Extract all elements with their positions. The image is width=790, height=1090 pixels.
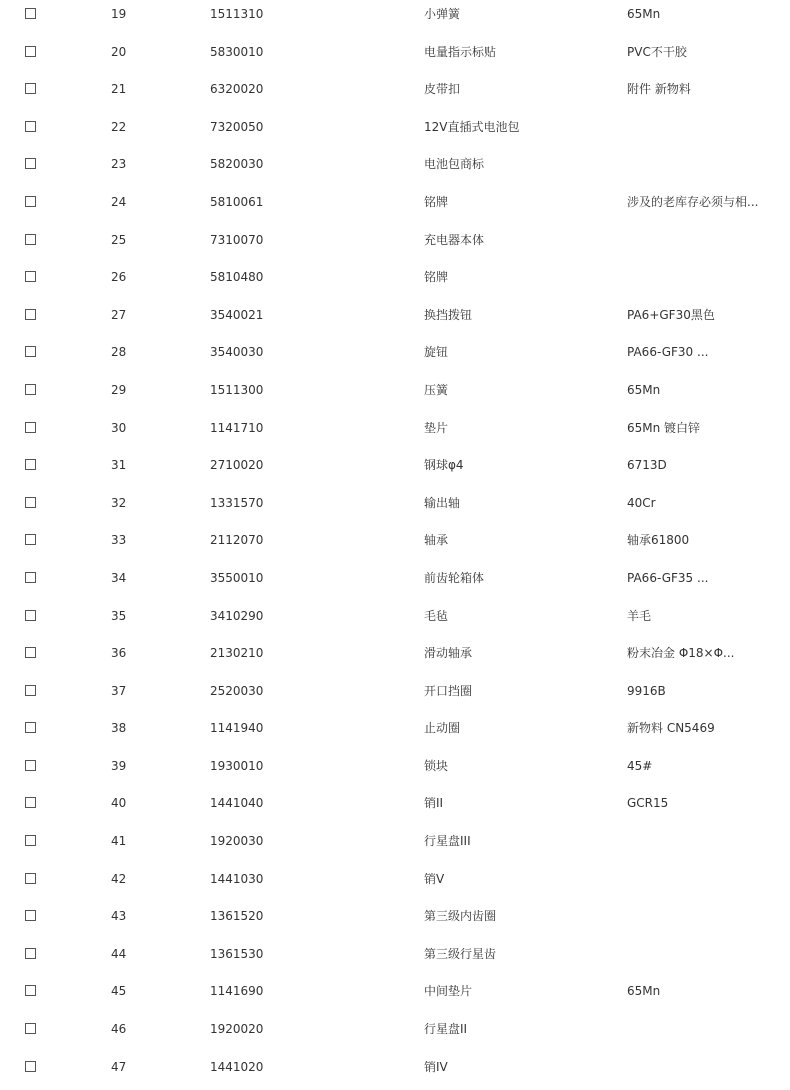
part-spec <box>627 865 777 903</box>
part-code: 7310070 <box>210 232 264 247</box>
row-checkbox[interactable] <box>25 309 36 320</box>
row-index: 41 <box>111 834 127 849</box>
part-name: 销II <box>424 796 444 811</box>
part-name: 12V直插式电池包 <box>424 119 520 134</box>
row-index: 23 <box>111 157 127 172</box>
row-index: 29 <box>111 382 127 397</box>
row-index: 30 <box>111 420 127 435</box>
row-index: 45 <box>111 984 127 999</box>
row-checkbox[interactable] <box>25 1023 36 1034</box>
part-name: 销V <box>424 871 445 886</box>
table-row[interactable] <box>0 752 790 790</box>
row-index: 39 <box>111 758 127 773</box>
part-code: 3410290 <box>210 608 264 623</box>
part-code: 5830010 <box>210 44 264 59</box>
part-code: 1361530 <box>210 946 264 961</box>
part-name: 毛毡 <box>424 608 449 623</box>
table-row[interactable] <box>0 526 790 564</box>
table-row[interactable] <box>0 113 790 151</box>
part-name: 换挡拨钮 <box>424 307 473 322</box>
part-code: 1141940 <box>210 721 264 736</box>
part-spec <box>627 1015 777 1053</box>
row-index: 21 <box>111 82 127 97</box>
part-spec: 附件 新物料 <box>627 82 691 97</box>
row-checkbox[interactable] <box>25 610 36 621</box>
part-name: 中间垫片 <box>424 984 473 999</box>
part-code: 2112070 <box>210 533 264 548</box>
part-code: 2520030 <box>210 683 264 698</box>
row-checkbox[interactable] <box>25 459 36 470</box>
part-code: 1511300 <box>210 382 264 397</box>
row-checkbox[interactable] <box>25 1061 36 1072</box>
table-row[interactable] <box>0 639 790 677</box>
part-name: 行星盘II <box>424 1022 468 1037</box>
row-index: 27 <box>111 307 127 322</box>
part-spec <box>627 263 777 301</box>
row-index: 47 <box>111 1059 127 1074</box>
table-row[interactable] <box>0 714 790 752</box>
row-index: 25 <box>111 232 127 247</box>
table-row[interactable] <box>0 414 790 452</box>
part-name: 第三级内齿圈 <box>424 909 497 924</box>
part-spec: PA6+GF30黑色 <box>627 307 715 322</box>
part-name: 旋钮 <box>424 345 449 360</box>
part-code: 1920020 <box>210 1022 264 1037</box>
table-row[interactable] <box>0 789 790 827</box>
part-spec: 粉末冶金 Φ18×Φ... <box>627 646 735 661</box>
part-spec: 9916B <box>627 683 666 698</box>
part-name: 前齿轮箱体 <box>424 570 485 585</box>
part-name: 压簧 <box>424 382 449 397</box>
table-row[interactable] <box>0 827 790 865</box>
part-spec: 涉及的老库存必须与相... <box>627 194 759 209</box>
part-code: 3550010 <box>210 570 264 585</box>
part-code: 5810061 <box>210 194 264 209</box>
part-spec: PVC不干胶 <box>627 44 687 59</box>
part-spec: 65Mn <box>627 7 661 21</box>
part-spec <box>627 150 777 188</box>
table-row[interactable] <box>0 451 790 489</box>
table-row[interactable] <box>0 677 790 715</box>
part-code: 1331570 <box>210 495 264 510</box>
row-index: 22 <box>111 119 127 134</box>
row-index: 46 <box>111 1022 127 1037</box>
table-row[interactable] <box>0 940 790 978</box>
part-code: 6320020 <box>210 82 264 97</box>
table-row[interactable] <box>0 489 790 527</box>
row-index: 40 <box>111 796 127 811</box>
row-checkbox[interactable] <box>25 158 36 169</box>
row-checkbox[interactable] <box>25 121 36 132</box>
row-checkbox[interactable] <box>25 873 36 884</box>
row-index: 33 <box>111 533 127 548</box>
table-row[interactable] <box>0 865 790 903</box>
part-name: 第三级行星齿 <box>424 946 497 961</box>
row-checkbox[interactable] <box>25 346 36 357</box>
part-spec <box>627 226 777 264</box>
part-name: 电池包商标 <box>424 157 485 172</box>
row-index: 44 <box>111 946 127 961</box>
table-row[interactable] <box>0 1053 790 1090</box>
table-row[interactable] <box>0 301 790 339</box>
part-code: 1141710 <box>210 420 264 435</box>
table-row[interactable] <box>0 188 790 226</box>
part-spec <box>627 827 777 865</box>
row-checkbox[interactable] <box>25 271 36 282</box>
row-index: 43 <box>111 909 127 924</box>
part-name: 钢球φ4 <box>424 458 464 473</box>
table-row[interactable] <box>0 376 790 414</box>
part-code: 3540021 <box>210 307 264 322</box>
row-checkbox[interactable] <box>25 196 36 207</box>
row-checkbox[interactable] <box>25 685 36 696</box>
part-name: 电量指示标贴 <box>424 44 497 59</box>
part-name: 铭牌 <box>424 270 449 285</box>
part-spec: 6713D <box>627 458 667 473</box>
part-code: 2710020 <box>210 458 264 473</box>
part-code: 1441040 <box>210 796 264 811</box>
part-spec <box>627 940 777 978</box>
row-index: 19 <box>111 7 127 21</box>
row-index: 42 <box>111 871 127 886</box>
part-name: 充电器本体 <box>424 232 485 247</box>
row-checkbox[interactable] <box>25 985 36 996</box>
row-checkbox[interactable] <box>25 497 36 508</box>
row-index: 34 <box>111 570 127 585</box>
part-code: 1511310 <box>210 7 264 21</box>
table-row[interactable] <box>0 977 790 1015</box>
part-code: 1141690 <box>210 984 264 999</box>
part-code: 3540030 <box>210 345 264 360</box>
table-row[interactable] <box>0 338 790 376</box>
part-code: 1441030 <box>210 871 264 886</box>
row-index: 36 <box>111 646 127 661</box>
row-checkbox[interactable] <box>25 797 36 808</box>
row-index: 31 <box>111 458 127 473</box>
row-index: 26 <box>111 270 127 285</box>
row-checkbox[interactable] <box>25 910 36 921</box>
row-checkbox[interactable] <box>25 422 36 433</box>
part-spec <box>627 113 777 151</box>
row-checkbox[interactable] <box>25 8 36 19</box>
part-spec: 65Mn <box>627 984 661 999</box>
row-checkbox[interactable] <box>25 572 36 583</box>
part-spec: 65Mn <box>627 382 661 397</box>
part-spec: 65Mn 镀白锌 <box>627 420 701 435</box>
part-spec: 40Cr <box>627 495 656 510</box>
row-index: 24 <box>111 194 127 209</box>
part-name: 铭牌 <box>424 194 449 209</box>
part-name: 滑动轴承 <box>424 646 473 661</box>
part-name: 锁块 <box>424 758 449 773</box>
table-row[interactable] <box>0 38 790 76</box>
table-row[interactable] <box>0 150 790 188</box>
row-checkbox[interactable] <box>25 46 36 57</box>
part-name: 输出轴 <box>424 495 461 510</box>
part-name: 开口挡圈 <box>424 683 473 698</box>
part-name: 轴承 <box>424 533 449 548</box>
table-row[interactable] <box>0 75 790 113</box>
part-spec: PA66-GF35 ... <box>627 570 709 585</box>
row-index: 37 <box>111 683 127 698</box>
part-spec: 轴承61800 <box>627 533 690 548</box>
part-spec: PA66-GF30 ... <box>627 345 709 360</box>
part-code: 1920030 <box>210 834 264 849</box>
part-code: 1441020 <box>210 1059 264 1074</box>
part-code: 5810480 <box>210 270 264 285</box>
part-name: 止动圈 <box>424 721 461 736</box>
part-spec: 45# <box>627 758 653 773</box>
table-row[interactable] <box>0 902 790 940</box>
table-row[interactable] <box>0 1015 790 1053</box>
row-checkbox[interactable] <box>25 948 36 959</box>
part-code: 7320050 <box>210 119 264 134</box>
row-checkbox[interactable] <box>25 534 36 545</box>
row-checkbox[interactable] <box>25 83 36 94</box>
row-index: 35 <box>111 608 127 623</box>
part-name: 行星盘III <box>424 834 471 849</box>
part-spec: 新物料 CN5469 <box>627 721 715 736</box>
table-row[interactable] <box>0 564 790 602</box>
part-code: 5820030 <box>210 157 264 172</box>
row-index: 20 <box>111 44 127 59</box>
part-spec: 羊毛 <box>627 608 652 623</box>
row-checkbox[interactable] <box>25 722 36 733</box>
part-spec <box>627 1053 777 1090</box>
row-checkbox[interactable] <box>25 384 36 395</box>
table-row[interactable] <box>0 263 790 301</box>
table-row[interactable] <box>0 226 790 264</box>
part-name: 皮带扣 <box>424 82 461 97</box>
part-spec <box>627 902 777 940</box>
table-row[interactable] <box>0 602 790 640</box>
row-index: 38 <box>111 721 127 736</box>
table-row[interactable] <box>0 0 790 38</box>
part-code: 1930010 <box>210 758 264 773</box>
row-checkbox[interactable] <box>25 647 36 658</box>
part-code: 2130210 <box>210 646 264 661</box>
part-name: 销IV <box>424 1059 448 1074</box>
part-code: 1361520 <box>210 909 264 924</box>
row-index: 28 <box>111 345 127 360</box>
row-checkbox[interactable] <box>25 234 36 245</box>
row-index: 32 <box>111 495 127 510</box>
row-checkbox[interactable] <box>25 835 36 846</box>
part-name: 垫片 <box>424 420 449 435</box>
row-checkbox[interactable] <box>25 760 36 771</box>
part-name: 小弹簧 <box>424 7 461 21</box>
part-spec: GCR15 <box>627 796 669 811</box>
